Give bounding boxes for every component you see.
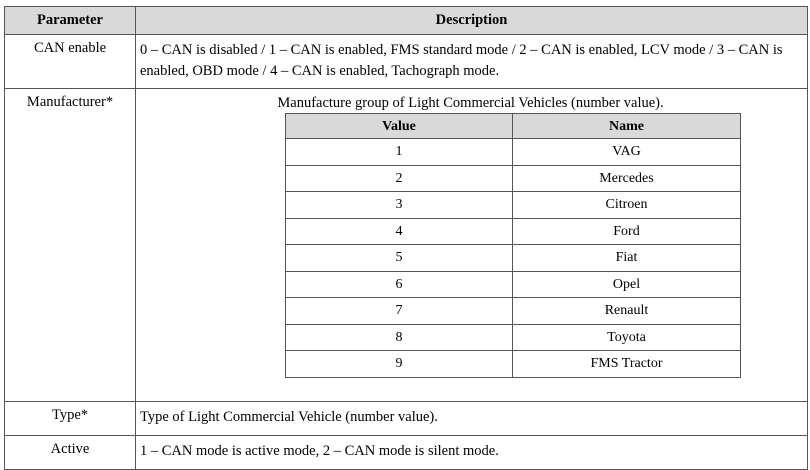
manufacturer-row (286, 192, 741, 219)
manufacturer-row (286, 324, 741, 351)
table-row (5, 89, 808, 402)
manufacturer-name: Opel (513, 271, 741, 298)
manufacturer-value: 6 (286, 271, 513, 298)
parameter-table (4, 6, 808, 470)
manufacturer-name: Renault (513, 298, 741, 325)
description-manufacturer (136, 89, 808, 402)
manufacturer-name: FMS Tractor (513, 351, 741, 378)
manufacturer-name: Fiat (513, 245, 741, 272)
parameter-document (4, 6, 807, 459)
manufacturer-value: 4 (286, 218, 513, 245)
description-type: Type of Light Commercial Vehicle (number value). (136, 402, 808, 436)
parameter-active: Active (5, 436, 136, 470)
manufacturer-name: Toyota (513, 324, 741, 351)
manufacturer-rows (286, 139, 741, 378)
header-name: Name (513, 114, 741, 139)
table-header-row (5, 7, 808, 35)
table-row (5, 35, 808, 89)
manufacturer-value: 8 (286, 324, 513, 351)
parameter-can-enable: CAN enable (5, 35, 136, 89)
description-active: 1 – CAN mode is active mode, 2 – CAN mode is silent mode. (136, 436, 808, 470)
manufacturer-name: Ford (513, 218, 741, 245)
parameter-manufacturer: Manufacturer* (5, 89, 136, 402)
manufacturer-value-table (285, 113, 741, 378)
manufacturer-row (286, 351, 741, 378)
manufacturer-row (286, 165, 741, 192)
manufacturer-value: 1 (286, 139, 513, 166)
manufacturer-name: VAG (513, 139, 741, 166)
header-description: Description (136, 7, 808, 35)
manufacturer-row (286, 245, 741, 272)
manufacturer-value: 9 (286, 351, 513, 378)
manufacturer-value: 5 (286, 245, 513, 272)
description-can-enable: 0 – CAN is disabled / 1 – CAN is enabled, FMS standard mode / 2 – CAN is enabled, LCV mode / 3 – CAN is enabled, OBD mode / 4 – CAN is enabled, Tachograph mode. (136, 35, 808, 89)
header-parameter: Parameter (5, 7, 136, 35)
manufacturer-row (286, 218, 741, 245)
table-row (5, 402, 808, 436)
header-value: Value (286, 114, 513, 139)
manufacturer-header-row (286, 114, 741, 139)
manufacturer-value: 3 (286, 192, 513, 219)
manufacturer-value: 7 (286, 298, 513, 325)
manufacturer-row (286, 139, 741, 166)
manufacturer-row (286, 298, 741, 325)
manufacturer-name: Mercedes (513, 165, 741, 192)
manufacturer-intro: Manufacture group of Light Commercial Vehicles (number value). (277, 95, 664, 111)
manufacturer-value: 2 (286, 165, 513, 192)
manufacturer-name: Citroen (513, 192, 741, 219)
parameter-type: Type* (5, 402, 136, 436)
manufacturer-row (286, 271, 741, 298)
